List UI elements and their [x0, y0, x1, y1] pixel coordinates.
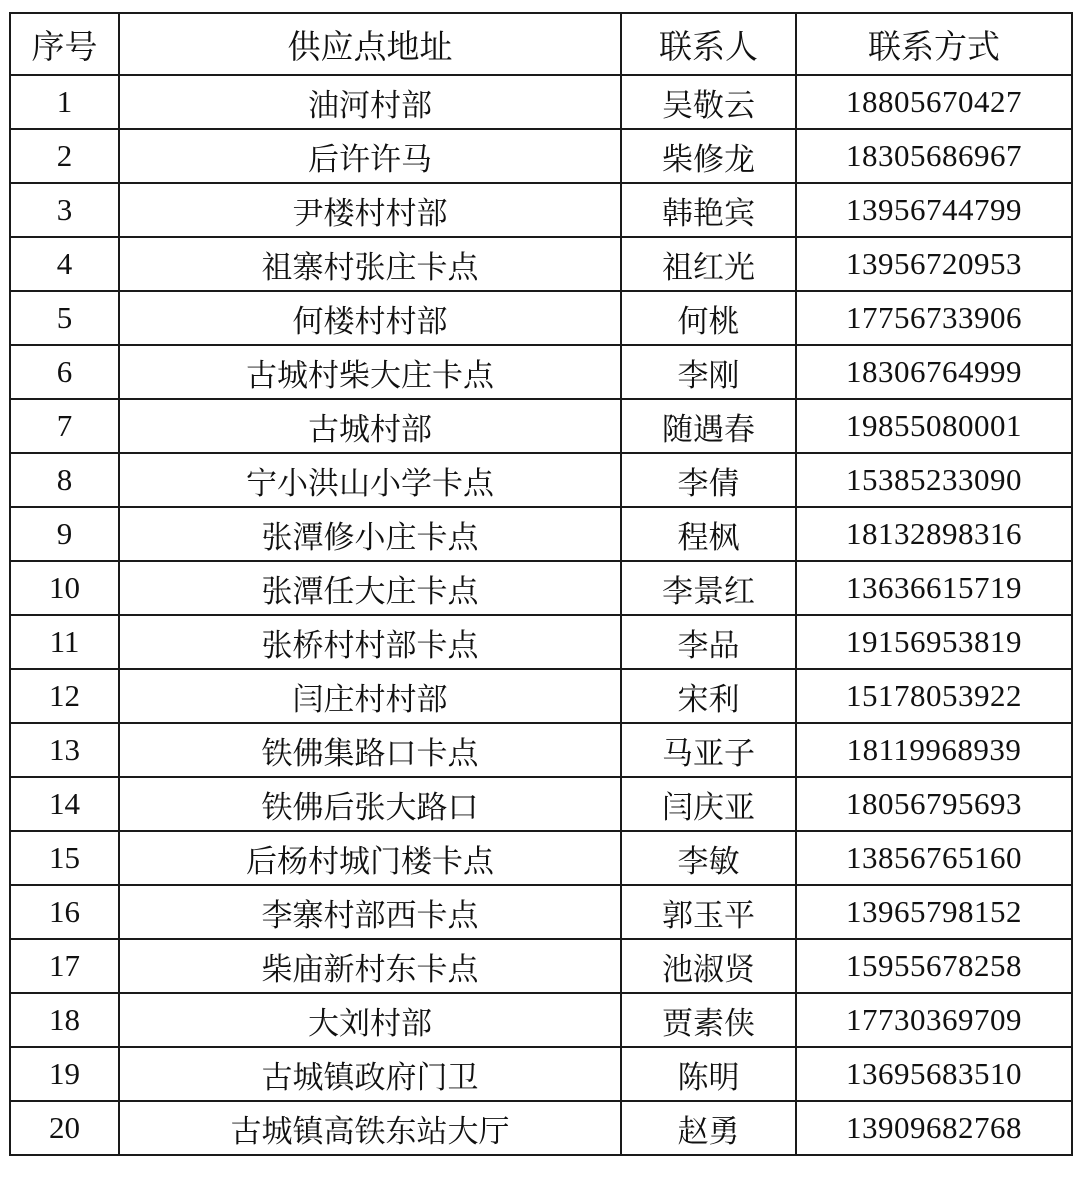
cell-phone: 17756733906	[796, 291, 1072, 345]
cell-index: 2	[10, 129, 119, 183]
cell-contact: 祖红光	[621, 237, 796, 291]
cell-address: 古城村柴大庄卡点	[119, 345, 621, 399]
cell-contact: 马亚子	[621, 723, 796, 777]
cell-address: 闫庄村村部	[119, 669, 621, 723]
header-index: 序号	[10, 13, 119, 75]
cell-index: 7	[10, 399, 119, 453]
cell-address: 宁小洪山小学卡点	[119, 453, 621, 507]
table-row	[10, 669, 1072, 723]
table-row	[10, 183, 1072, 237]
table-row	[10, 993, 1072, 1047]
cell-address: 大刘村部	[119, 993, 621, 1047]
cell-index: 12	[10, 669, 119, 723]
table-row	[10, 237, 1072, 291]
cell-phone: 13856765160	[796, 831, 1072, 885]
cell-index: 17	[10, 939, 119, 993]
cell-index: 3	[10, 183, 119, 237]
table-row	[10, 1101, 1072, 1155]
cell-contact: 李刚	[621, 345, 796, 399]
cell-phone: 13909682768	[796, 1101, 1072, 1155]
cell-index: 18	[10, 993, 119, 1047]
cell-index: 1	[10, 75, 119, 129]
cell-phone: 18119968939	[796, 723, 1072, 777]
cell-phone: 18132898316	[796, 507, 1072, 561]
cell-contact: 随遇春	[621, 399, 796, 453]
table-row	[10, 561, 1072, 615]
cell-contact: 何桃	[621, 291, 796, 345]
cell-phone: 13636615719	[796, 561, 1072, 615]
header-address: 供应点地址	[119, 13, 621, 75]
cell-address: 张桥村村部卡点	[119, 615, 621, 669]
cell-address: 铁佛集路口卡点	[119, 723, 621, 777]
cell-address: 古城镇高铁东站大厅	[119, 1101, 621, 1155]
cell-phone: 19855080001	[796, 399, 1072, 453]
cell-contact: 池淑贤	[621, 939, 796, 993]
cell-contact: 闫庆亚	[621, 777, 796, 831]
cell-phone: 13956720953	[796, 237, 1072, 291]
cell-phone: 13965798152	[796, 885, 1072, 939]
cell-contact: 李倩	[621, 453, 796, 507]
cell-address: 尹楼村村部	[119, 183, 621, 237]
cell-address: 古城镇政府门卫	[119, 1047, 621, 1101]
cell-contact: 韩艳宾	[621, 183, 796, 237]
cell-phone: 18805670427	[796, 75, 1072, 129]
header-contact: 联系人	[621, 13, 796, 75]
table-row	[10, 291, 1072, 345]
cell-contact: 李敏	[621, 831, 796, 885]
cell-address: 张潭任大庄卡点	[119, 561, 621, 615]
table-row	[10, 75, 1072, 129]
cell-contact: 李品	[621, 615, 796, 669]
table-row	[10, 399, 1072, 453]
cell-address: 古城村部	[119, 399, 621, 453]
cell-index: 20	[10, 1101, 119, 1155]
cell-address: 何楼村村部	[119, 291, 621, 345]
cell-index: 6	[10, 345, 119, 399]
cell-index: 4	[10, 237, 119, 291]
table-row	[10, 939, 1072, 993]
cell-index: 10	[10, 561, 119, 615]
table-row	[10, 777, 1072, 831]
cell-address: 张潭修小庄卡点	[119, 507, 621, 561]
cell-index: 5	[10, 291, 119, 345]
table-row	[10, 615, 1072, 669]
table-row	[10, 723, 1072, 777]
cell-address: 祖寨村张庄卡点	[119, 237, 621, 291]
cell-index: 11	[10, 615, 119, 669]
table-row	[10, 507, 1072, 561]
table-row	[10, 1047, 1072, 1101]
supply-point-table	[9, 12, 1073, 1156]
cell-address: 李寨村部西卡点	[119, 885, 621, 939]
cell-phone: 18056795693	[796, 777, 1072, 831]
cell-contact: 郭玉平	[621, 885, 796, 939]
cell-contact: 贾素侠	[621, 993, 796, 1047]
cell-address: 柴庙新村东卡点	[119, 939, 621, 993]
cell-phone: 18306764999	[796, 345, 1072, 399]
cell-phone: 19156953819	[796, 615, 1072, 669]
cell-contact: 李景红	[621, 561, 796, 615]
cell-index: 13	[10, 723, 119, 777]
cell-phone: 15178053922	[796, 669, 1072, 723]
table-row	[10, 453, 1072, 507]
table-body	[10, 75, 1072, 1155]
cell-index: 8	[10, 453, 119, 507]
cell-phone: 17730369709	[796, 993, 1072, 1047]
cell-contact: 程枫	[621, 507, 796, 561]
cell-index: 9	[10, 507, 119, 561]
cell-contact: 赵勇	[621, 1101, 796, 1155]
cell-phone: 18305686967	[796, 129, 1072, 183]
cell-address: 油河村部	[119, 75, 621, 129]
table-header	[10, 13, 1072, 75]
header-row	[10, 13, 1072, 75]
cell-phone: 13695683510	[796, 1047, 1072, 1101]
cell-contact: 陈明	[621, 1047, 796, 1101]
table-row	[10, 345, 1072, 399]
table-row	[10, 831, 1072, 885]
cell-address: 后杨村城门楼卡点	[119, 831, 621, 885]
cell-address: 铁佛后张大路口	[119, 777, 621, 831]
header-phone: 联系方式	[796, 13, 1072, 75]
cell-index: 16	[10, 885, 119, 939]
cell-contact: 柴修龙	[621, 129, 796, 183]
cell-contact: 吴敬云	[621, 75, 796, 129]
table-row	[10, 129, 1072, 183]
table-row	[10, 885, 1072, 939]
cell-index: 19	[10, 1047, 119, 1101]
cell-contact: 宋利	[621, 669, 796, 723]
cell-address: 后许许马	[119, 129, 621, 183]
cell-phone: 15385233090	[796, 453, 1072, 507]
cell-index: 15	[10, 831, 119, 885]
cell-phone: 15955678258	[796, 939, 1072, 993]
cell-phone: 13956744799	[796, 183, 1072, 237]
cell-index: 14	[10, 777, 119, 831]
